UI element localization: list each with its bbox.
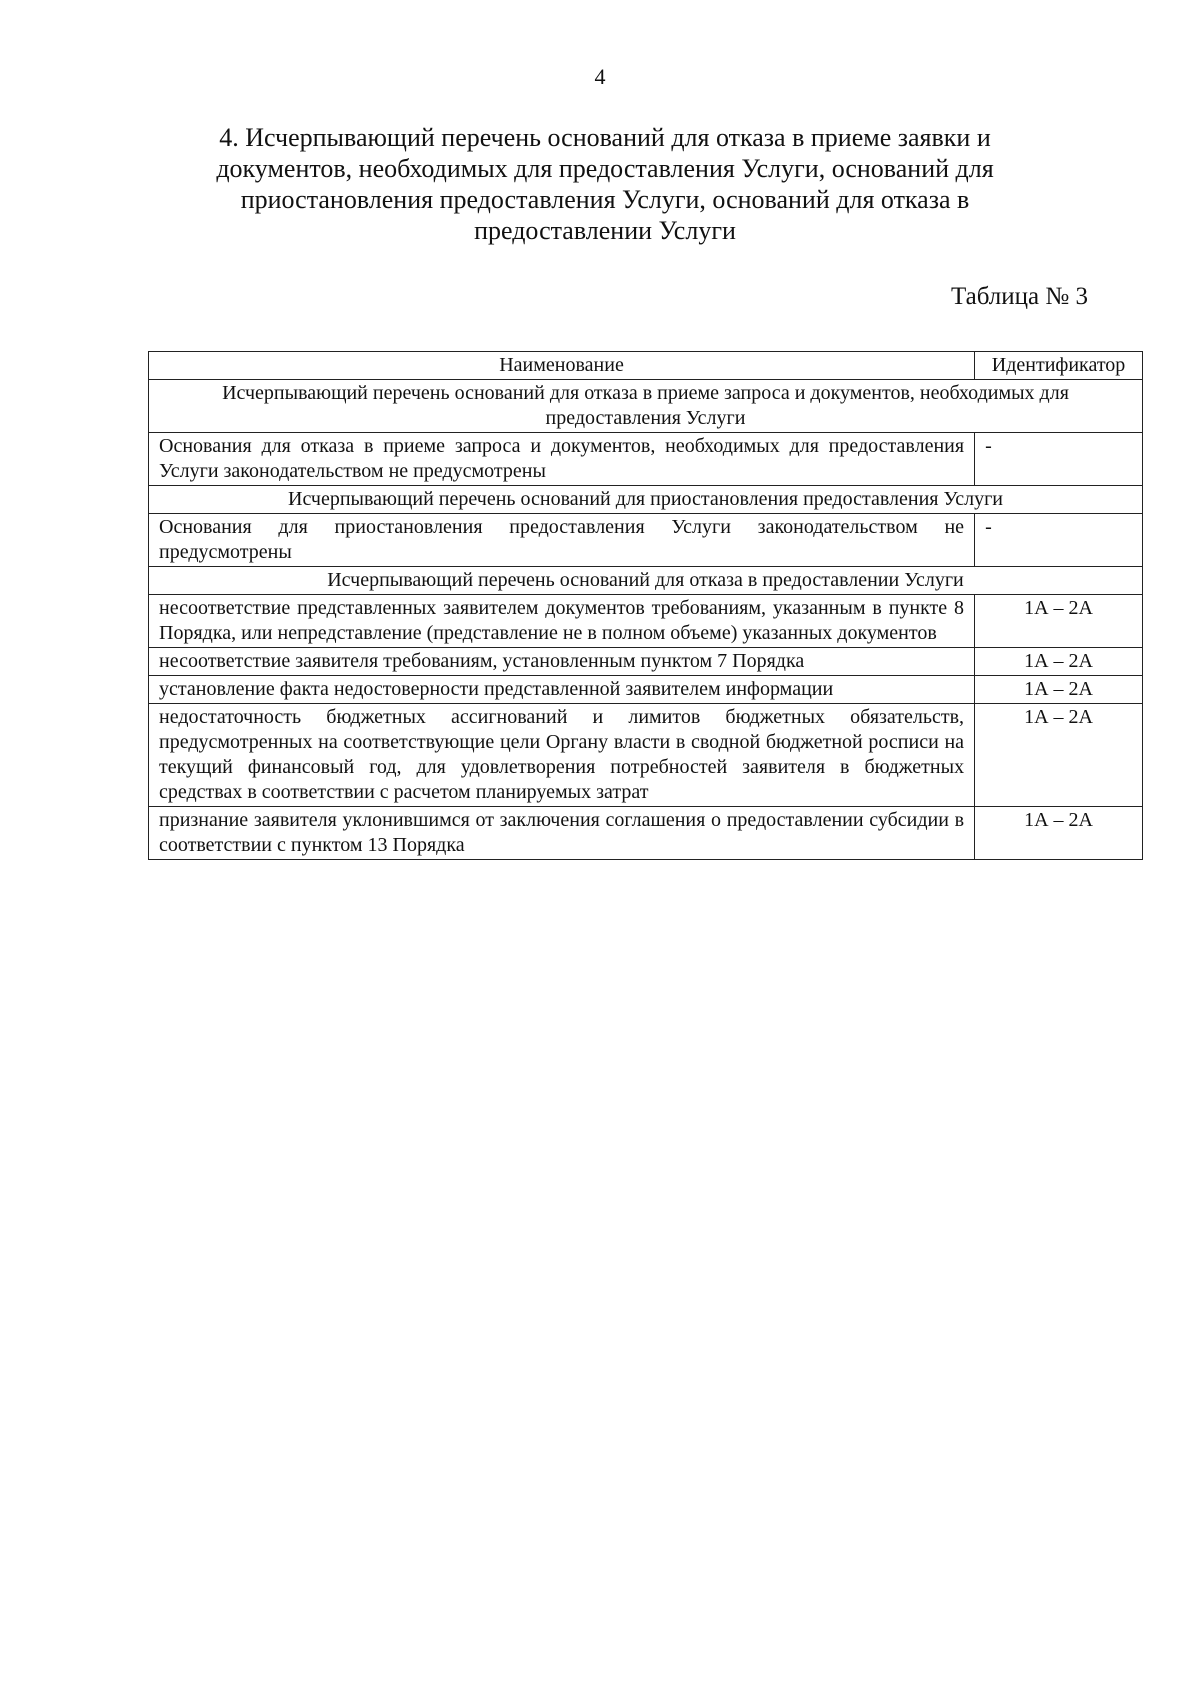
- heading-line: 4. Исчерпывающий перечень оснований для отказа в приеме заявки и: [219, 123, 991, 152]
- section-title: Исчерпывающий перечень оснований для приостановления предоставления Услуги: [149, 486, 1143, 514]
- heading-line: документов, необходимых для предоставления Услуги, оснований для: [216, 154, 994, 183]
- table-row: [149, 676, 1143, 704]
- row-name: признание заявителя уклонившимся от заключения соглашения о предоставлении субсидии в соответствии с пунктом 13 Порядка: [149, 807, 975, 860]
- column-header-name: Наименование: [149, 352, 975, 380]
- section-row: [149, 380, 1143, 433]
- heading-line: приостановления предоставления Услуги, оснований для отказа в: [240, 185, 970, 214]
- row-id: -: [975, 514, 1143, 567]
- section-title: Исчерпывающий перечень оснований для отказа в предоставлении Услуги: [149, 567, 1143, 595]
- row-id: 1А – 2А: [975, 807, 1143, 860]
- row-name: Основания для приостановления предоставления Услуги законодательством не предусмотрены: [149, 514, 975, 567]
- table-header-row: [149, 352, 1143, 380]
- table-row: [149, 514, 1143, 567]
- heading-line: предоставлении Услуги: [474, 216, 736, 245]
- row-name: Основания для отказа в приеме запроса и документов, необходимых для предоставления Услуги законодательством не предусмотрены: [149, 433, 975, 486]
- section-title: Исчерпывающий перечень оснований для отказа в приеме запроса и документов, необходимых для предоставления Услуги: [149, 380, 1143, 433]
- table-row: [149, 807, 1143, 860]
- page-number: 4: [594, 64, 606, 89]
- row-name: несоответствие представленных заявителем документов требованиям, указанным в пункте 8 Порядка, или непредставление (представление не в полном объеме) указанных документов: [149, 595, 975, 648]
- table-row: [149, 704, 1143, 807]
- table-row: [149, 433, 1143, 486]
- row-id: 1А – 2А: [975, 676, 1143, 704]
- row-id: 1А – 2А: [975, 648, 1143, 676]
- row-name: недостаточность бюджетных ассигнований и лимитов бюджетных обязательств, предусмотренных на соответствующие цели Органу власти в сводной бюджетной росписи на текущий финансовый год, для удовлетворения потребностей заявителя в бюджетных средствах в соответствии с расчетом планируемых затрат: [149, 704, 975, 807]
- row-id: -: [975, 433, 1143, 486]
- section-heading: [190, 122, 1020, 246]
- row-id: 1А – 2А: [975, 595, 1143, 648]
- row-name: установление факта недостоверности представленной заявителем информации: [149, 676, 975, 704]
- section-row: [149, 567, 1143, 595]
- section-row: [149, 486, 1143, 514]
- column-header-id: Идентификатор: [975, 352, 1143, 380]
- table-row: [149, 595, 1143, 648]
- table-caption: Таблица № 3: [950, 283, 1088, 310]
- grounds-table: [148, 351, 1143, 860]
- row-name: несоответствие заявителя требованиям, установленным пунктом 7 Порядка: [149, 648, 975, 676]
- row-id: 1А – 2А: [975, 704, 1143, 807]
- table-row: [149, 648, 1143, 676]
